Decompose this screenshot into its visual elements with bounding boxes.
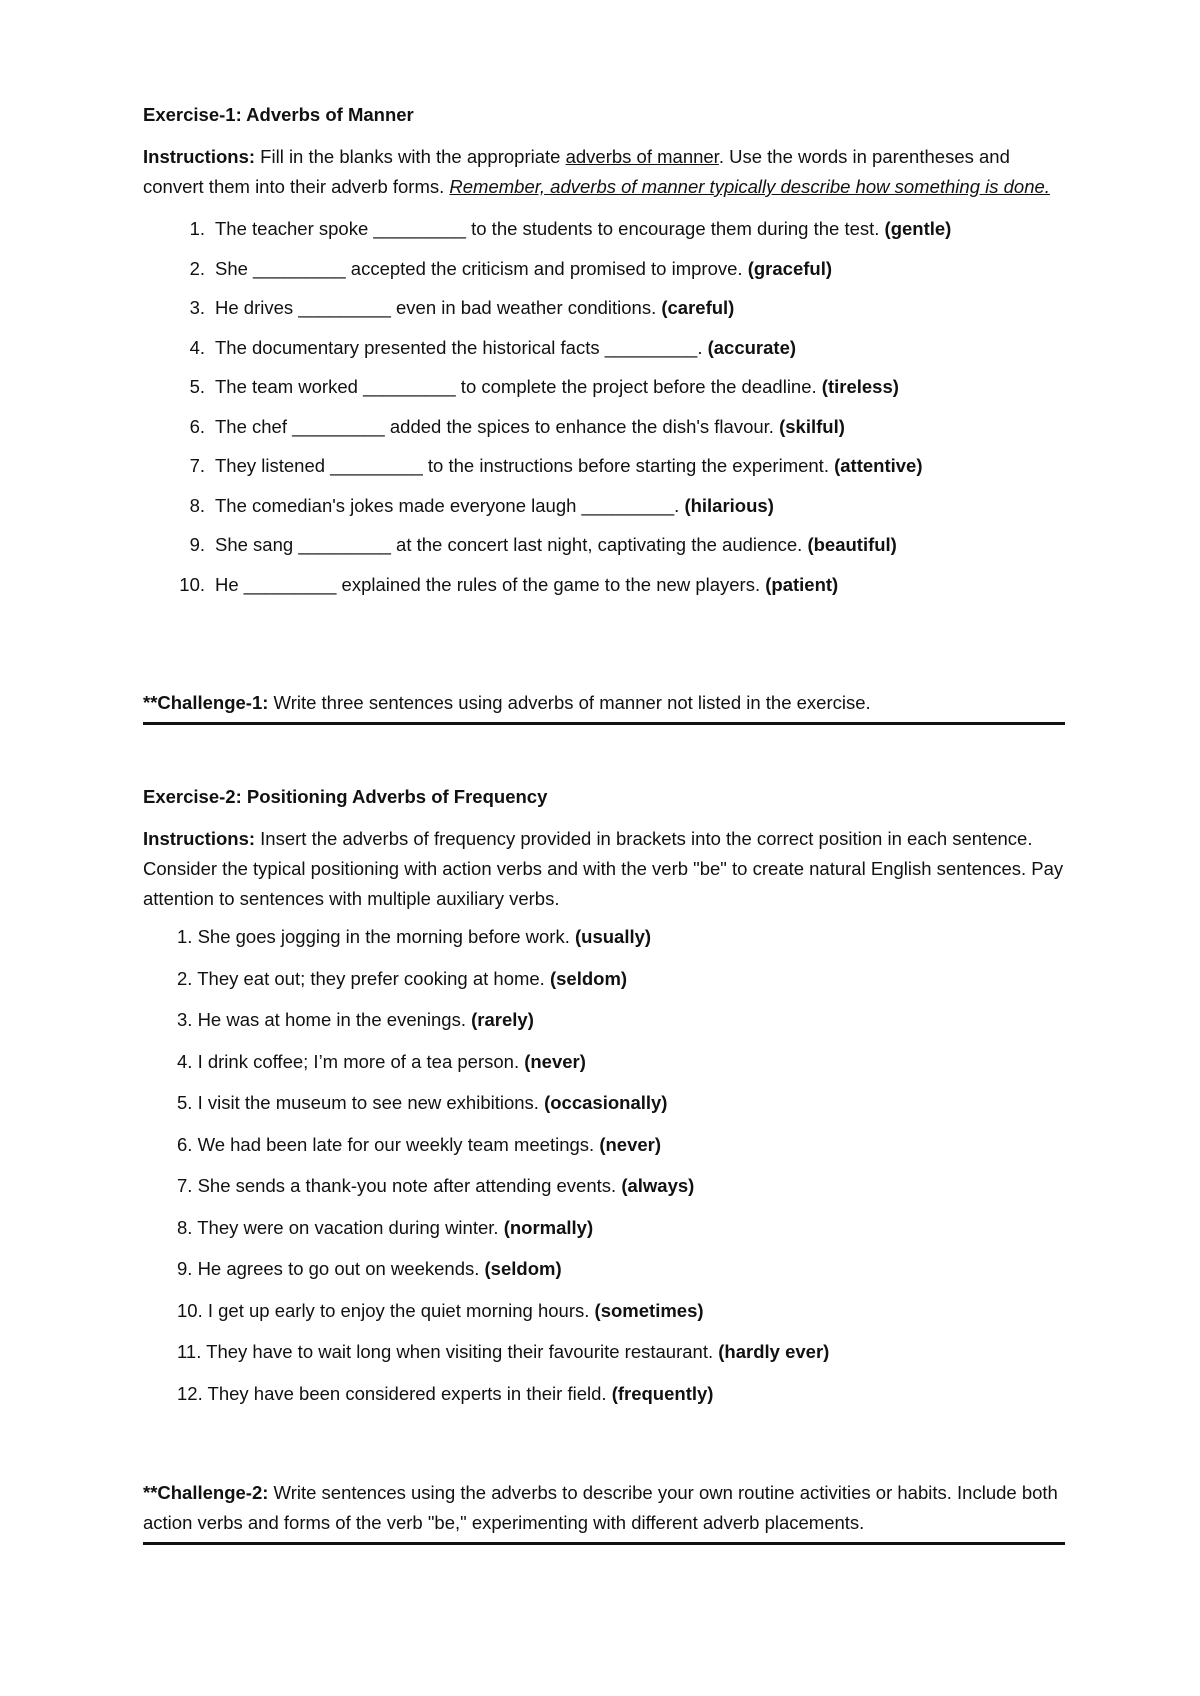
item-text: 10. I get up early to enjoy the quiet morning hours. bbox=[177, 1299, 595, 1321]
item-text: 1. She goes jogging in the morning before work. bbox=[177, 926, 575, 947]
item-hint: (attentive) bbox=[834, 455, 923, 476]
item-hint: (seldom) bbox=[484, 1258, 562, 1279]
item-text: He _________ explained the rules of the game to the new players. bbox=[215, 573, 766, 595]
list-item bbox=[143, 412, 1065, 452]
instructions-text: Fill in the blanks with the appropriate bbox=[255, 146, 566, 167]
item-text: 12. They have been considered experts in their field. bbox=[177, 1382, 612, 1404]
item-number: 9. bbox=[189, 534, 205, 555]
item-hint: (normally) bbox=[503, 1216, 594, 1238]
list-item bbox=[143, 1171, 1065, 1213]
item-text: 9. He agrees to go out on weekends. bbox=[177, 1258, 485, 1279]
item-text: 5. I visit the museum to see new exhibitions. bbox=[177, 1092, 545, 1113]
item-text: She sang _________ at the concert last night, captivating the audience. bbox=[215, 534, 808, 555]
item-hint: (hilarious) bbox=[684, 494, 774, 516]
item-hint: (rarely) bbox=[471, 1009, 534, 1030]
list-item bbox=[143, 922, 1065, 964]
item-text: The chef _________ added the spices to enhance the dish's flavour. bbox=[215, 415, 780, 437]
item-text: 11. They have to wait long when visiting their favourite restaurant. bbox=[177, 1341, 719, 1362]
instructions-label: Instructions: bbox=[143, 146, 256, 167]
item-hint: (occasionally) bbox=[544, 1092, 668, 1113]
list-item bbox=[143, 1005, 1065, 1047]
item-text: 6. We had been late for our weekly team meetings. bbox=[177, 1133, 600, 1155]
item-hint: (beautiful) bbox=[807, 534, 897, 555]
item-hint: (usually) bbox=[575, 926, 652, 947]
item-number: 5. bbox=[189, 376, 205, 397]
item-hint: (tireless) bbox=[821, 376, 899, 397]
item-text: He drives _________ even in bad weather conditions. bbox=[215, 297, 662, 318]
list-item bbox=[143, 1130, 1065, 1172]
item-number: 10. bbox=[179, 573, 205, 595]
instructions-text: . Use the words in parentheses and convert them into their adverb forms. bbox=[143, 146, 1010, 197]
item-text: 8. They were on vacation during winter. bbox=[177, 1216, 504, 1238]
list-item bbox=[143, 570, 1065, 610]
list-item bbox=[143, 1337, 1065, 1379]
item-text: 3. He was at home in the evenings. bbox=[177, 1009, 472, 1030]
list-item bbox=[143, 1213, 1065, 1255]
list-item bbox=[143, 1088, 1065, 1130]
exercise-1-list bbox=[143, 214, 1065, 609]
challenge-text: Write three sentences using adverbs of manner not listed in the exercise. bbox=[268, 692, 871, 713]
item-hint: (always) bbox=[621, 1175, 695, 1196]
list-item bbox=[143, 451, 1065, 491]
item-hint: (never) bbox=[599, 1133, 662, 1155]
list-item bbox=[143, 333, 1065, 373]
item-number: 1. bbox=[189, 218, 205, 239]
item-hint: (graceful) bbox=[747, 257, 832, 279]
item-text: 4. I drink coffee; I’m more of a tea person. bbox=[177, 1050, 525, 1072]
item-number: 3. bbox=[189, 297, 205, 318]
exercise-1-title: Exercise-1: Adverbs of Manner bbox=[143, 104, 414, 125]
item-hint: (frequently) bbox=[611, 1382, 714, 1404]
exercise-2 bbox=[143, 782, 1065, 1420]
exercise-1-instructions bbox=[143, 142, 1065, 202]
item-hint: (patient) bbox=[765, 573, 839, 595]
item-hint: (seldom) bbox=[549, 967, 628, 989]
item-hint: (careful) bbox=[661, 297, 735, 318]
list-item bbox=[143, 1254, 1065, 1296]
list-item bbox=[143, 964, 1065, 1006]
item-hint: (accurate) bbox=[707, 336, 797, 358]
list-item bbox=[143, 372, 1065, 412]
list-item bbox=[143, 530, 1065, 570]
item-number: 8. bbox=[189, 494, 205, 516]
challenge-text: Write sentences using the adverbs to describe your own routine activities or habits. Include both action verbs and forms of the verb "be," experimenting with different adverb placements. bbox=[143, 1482, 1058, 1533]
list-item bbox=[143, 254, 1065, 294]
item-number: 4. bbox=[189, 336, 205, 358]
item-text: The team worked _________ to complete the project before the deadline. bbox=[215, 376, 822, 397]
item-hint: (never) bbox=[524, 1050, 586, 1072]
challenge-label: **Challenge-2: bbox=[143, 1482, 269, 1503]
list-item bbox=[143, 1379, 1065, 1421]
exercise-2-title: Exercise-2: Positioning Adverbs of Frequency bbox=[143, 786, 548, 807]
item-hint: (hardly ever) bbox=[718, 1341, 830, 1362]
item-hint: (gentle) bbox=[884, 218, 952, 239]
list-item bbox=[143, 491, 1065, 531]
list-item bbox=[143, 1296, 1065, 1338]
exercise-1 bbox=[143, 100, 1065, 609]
item-text: The comedian's jokes made everyone laugh _________. bbox=[215, 494, 685, 516]
item-text: The documentary presented the historical facts _________. bbox=[215, 336, 708, 358]
instructions-underlined-term: adverbs of manner bbox=[565, 146, 719, 167]
item-number: 7. bbox=[189, 455, 205, 476]
list-item bbox=[143, 1047, 1065, 1089]
instructions-text: Insert the adverbs of frequency provided in brackets into the correct position in each sentence. Consider the typical positioning with action verbs and with the verb "be" to create natural English sentences. Pay attention to sentences with multiple auxiliary verbs. bbox=[143, 828, 1064, 909]
list-item bbox=[143, 293, 1065, 333]
instructions-reminder: Remember, adverbs of manner typically describe how something is done. bbox=[449, 176, 1050, 197]
instructions-label: Instructions: bbox=[143, 828, 256, 849]
item-text: They listened _________ to the instructions before starting the experiment. bbox=[215, 455, 835, 476]
list-item bbox=[143, 214, 1065, 254]
item-text: 7. She sends a thank-you note after attending events. bbox=[177, 1175, 622, 1196]
exercise-2-instructions bbox=[143, 824, 1065, 914]
challenge-label: **Challenge-1: bbox=[143, 692, 269, 713]
item-text: She _________ accepted the criticism and promised to improve. bbox=[215, 257, 748, 279]
item-text: 2. They eat out; they prefer cooking at home. bbox=[177, 967, 550, 989]
item-hint: (skilful) bbox=[779, 415, 845, 437]
challenge-2 bbox=[143, 1478, 1065, 1545]
challenge-1 bbox=[143, 688, 1065, 725]
exercise-2-list bbox=[143, 922, 1065, 1420]
item-hint: (sometimes) bbox=[594, 1299, 704, 1321]
item-number: 2. bbox=[189, 257, 205, 279]
item-text: The teacher spoke _________ to the students to encourage them during the test. bbox=[215, 218, 885, 239]
item-number: 6. bbox=[189, 415, 205, 437]
